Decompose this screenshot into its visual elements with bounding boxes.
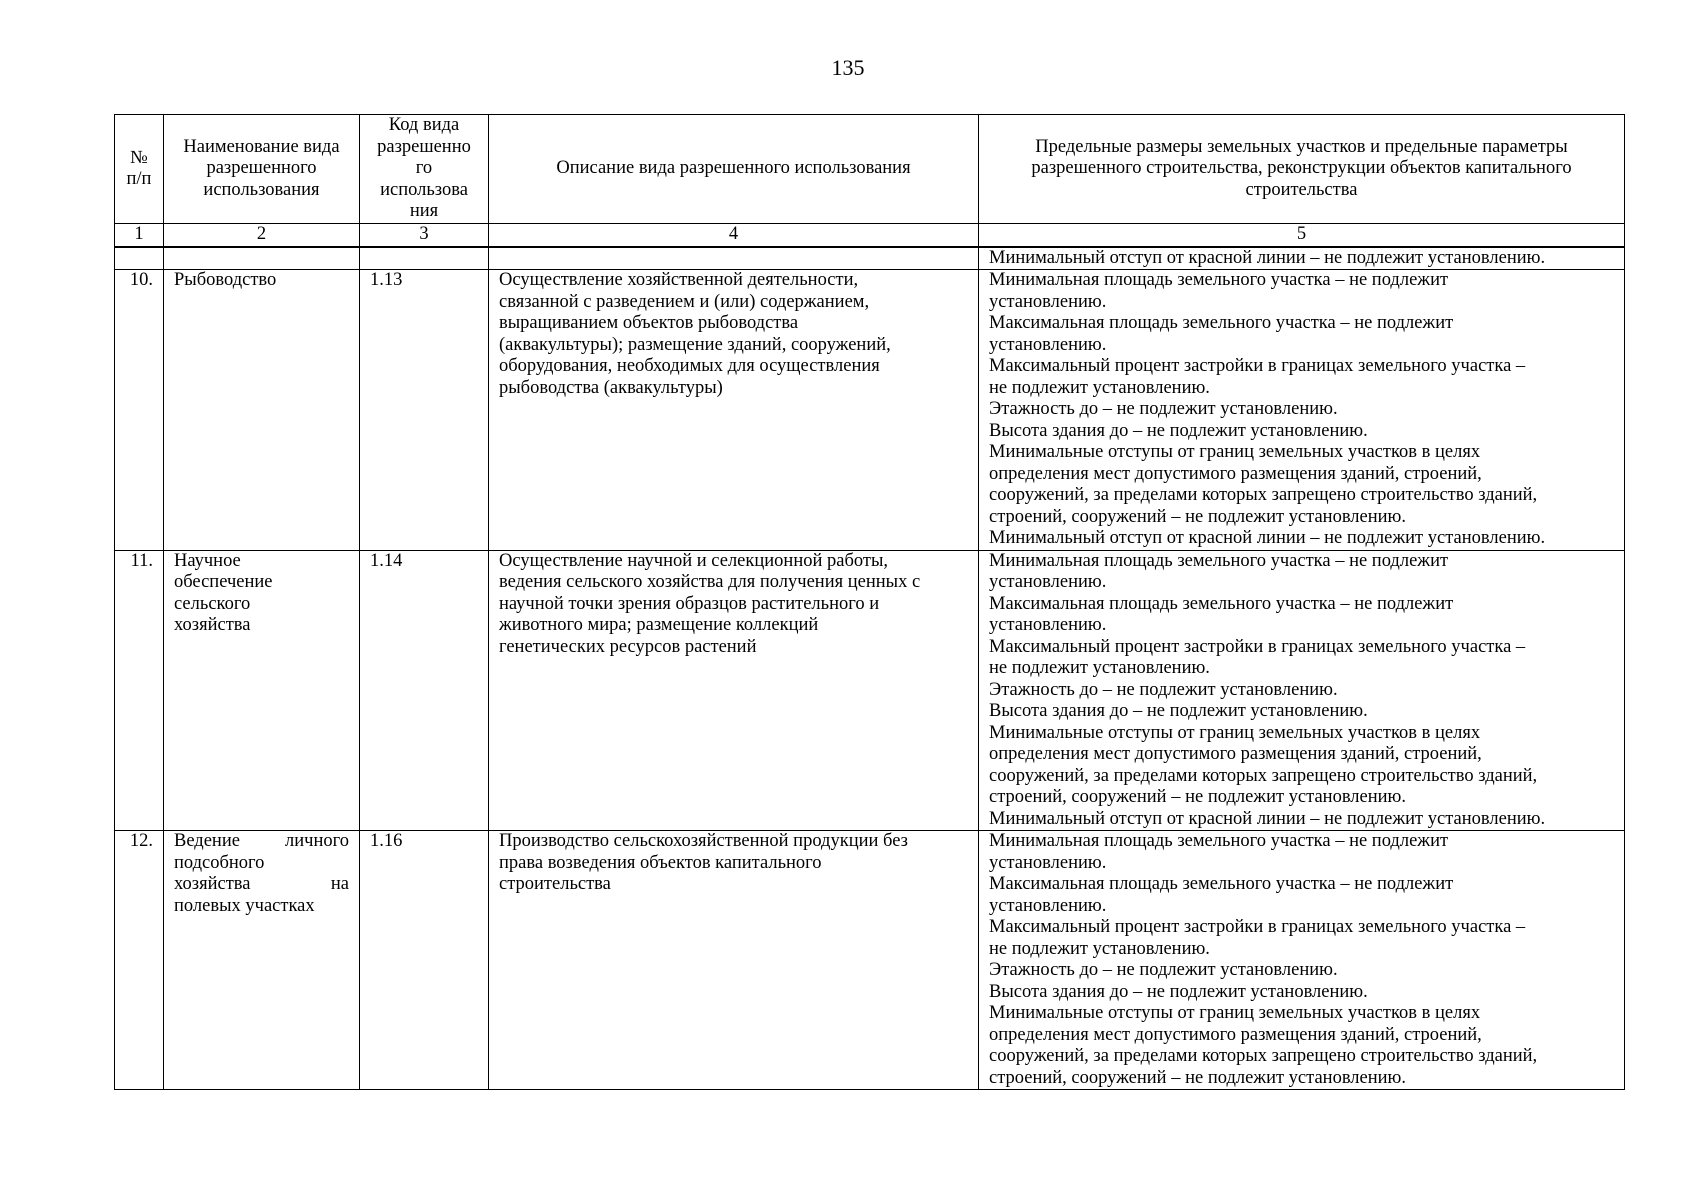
use-description: Осуществление научной и селекционной работы, ведения сельского хозяйства для получения ценных с научной точки зрения образцов растительного и животного мира; размещение коллекций генетических ресурсов растений (489, 550, 979, 831)
column-number: 5 (979, 224, 1625, 247)
continuation-row (115, 247, 1625, 270)
row-number: 11. (115, 550, 164, 831)
use-code: 1.14 (360, 550, 489, 831)
use-parameters: Минимальная площадь земельного участка – не подлежит установлению. Максимальная площадь земельного участка – не подлежит установлению. Максимальный процент застройки в границах земельного участка – не подлежит установлению. Этажность до – не подлежит установлению. Высота здания до – не подлежит установлению. Минимальные отступы от границ земельных участков в целях определения мест допустимого размещения зданий, строений, сооружений, за пределами которых запрещено строительство зданий, строений, сооружений – не подлежит установлению. Минимальный отступ от красной линии – не подлежит установлению. (979, 550, 1625, 831)
header-parameters: Предельные размеры земельных участков и предельные параметры разрешенного строительства, реконструкции объектов капитального строительства (979, 115, 1625, 224)
header-description: Описание вида разрешенного использования (489, 115, 979, 224)
header-name: Наименование вида разрешенного использования (164, 115, 360, 224)
row-number: 10. (115, 270, 164, 551)
continuation-text: Минимальный отступ от красной линии – не подлежит установлению. (979, 247, 1625, 270)
column-number: 2 (164, 224, 360, 247)
use-code: 1.16 (360, 831, 489, 1090)
page-number: 135 (831, 55, 865, 80)
land-use-table (114, 114, 1625, 1090)
column-number: 4 (489, 224, 979, 247)
header-num: № п/п (115, 115, 164, 224)
table-row (115, 831, 1625, 1090)
table-row (115, 550, 1625, 831)
use-name: Ведение личного подсобного хозяйства на полевых участках (164, 831, 360, 1090)
header-code: Код вида разрешенно го использова ния (360, 115, 489, 224)
use-parameters: Минимальная площадь земельного участка – не подлежит установлению. Максимальная площадь земельного участка – не подлежит установлению. Максимальный процент застройки в границах земельного участка – не подлежит установлению. Этажность до – не подлежит установлению. Высота здания до – не подлежит установлению. Минимальные отступы от границ земельных участков в целях определения мест допустимого размещения зданий, строений, сооружений, за пределами которых запрещено строительство зданий, строений, сооружений – не подлежит установлению. Минимальный отступ от красной линии – не подлежит установлению. (979, 270, 1625, 551)
column-number: 3 (360, 224, 489, 247)
use-parameters: Минимальная площадь земельного участка – не подлежит установлению. Максимальная площадь земельного участка – не подлежит установлению. Максимальный процент застройки в границах земельного участка – не подлежит установлению. Этажность до – не подлежит установлению. Высота здания до – не подлежит установлению. Минимальные отступы от границ земельных участков в целях определения мест допустимого размещения зданий, строений, сооружений, за пределами которых запрещено строительство зданий, строений, сооружений – не подлежит установлению. (979, 831, 1625, 1090)
use-name: Научное обеспечение сельского хозяйства (164, 550, 360, 831)
row-number: 12. (115, 831, 164, 1090)
use-code: 1.13 (360, 270, 489, 551)
column-number-row (115, 224, 1625, 247)
use-name: Рыбоводство (164, 270, 360, 551)
use-description: Производство сельскохозяйственной продукции без права возведения объектов капитального строительства (489, 831, 979, 1090)
header-row (115, 115, 1625, 224)
column-number: 1 (115, 224, 164, 247)
use-description: Осуществление хозяйственной деятельности, связанной с разведением и (или) содержанием, выращиванием объектов рыбоводства (аквакультуры); размещение зданий, сооружений, оборудования, необходимых для осуществления рыбоводства (аквакультуры) (489, 270, 979, 551)
table-row (115, 270, 1625, 551)
